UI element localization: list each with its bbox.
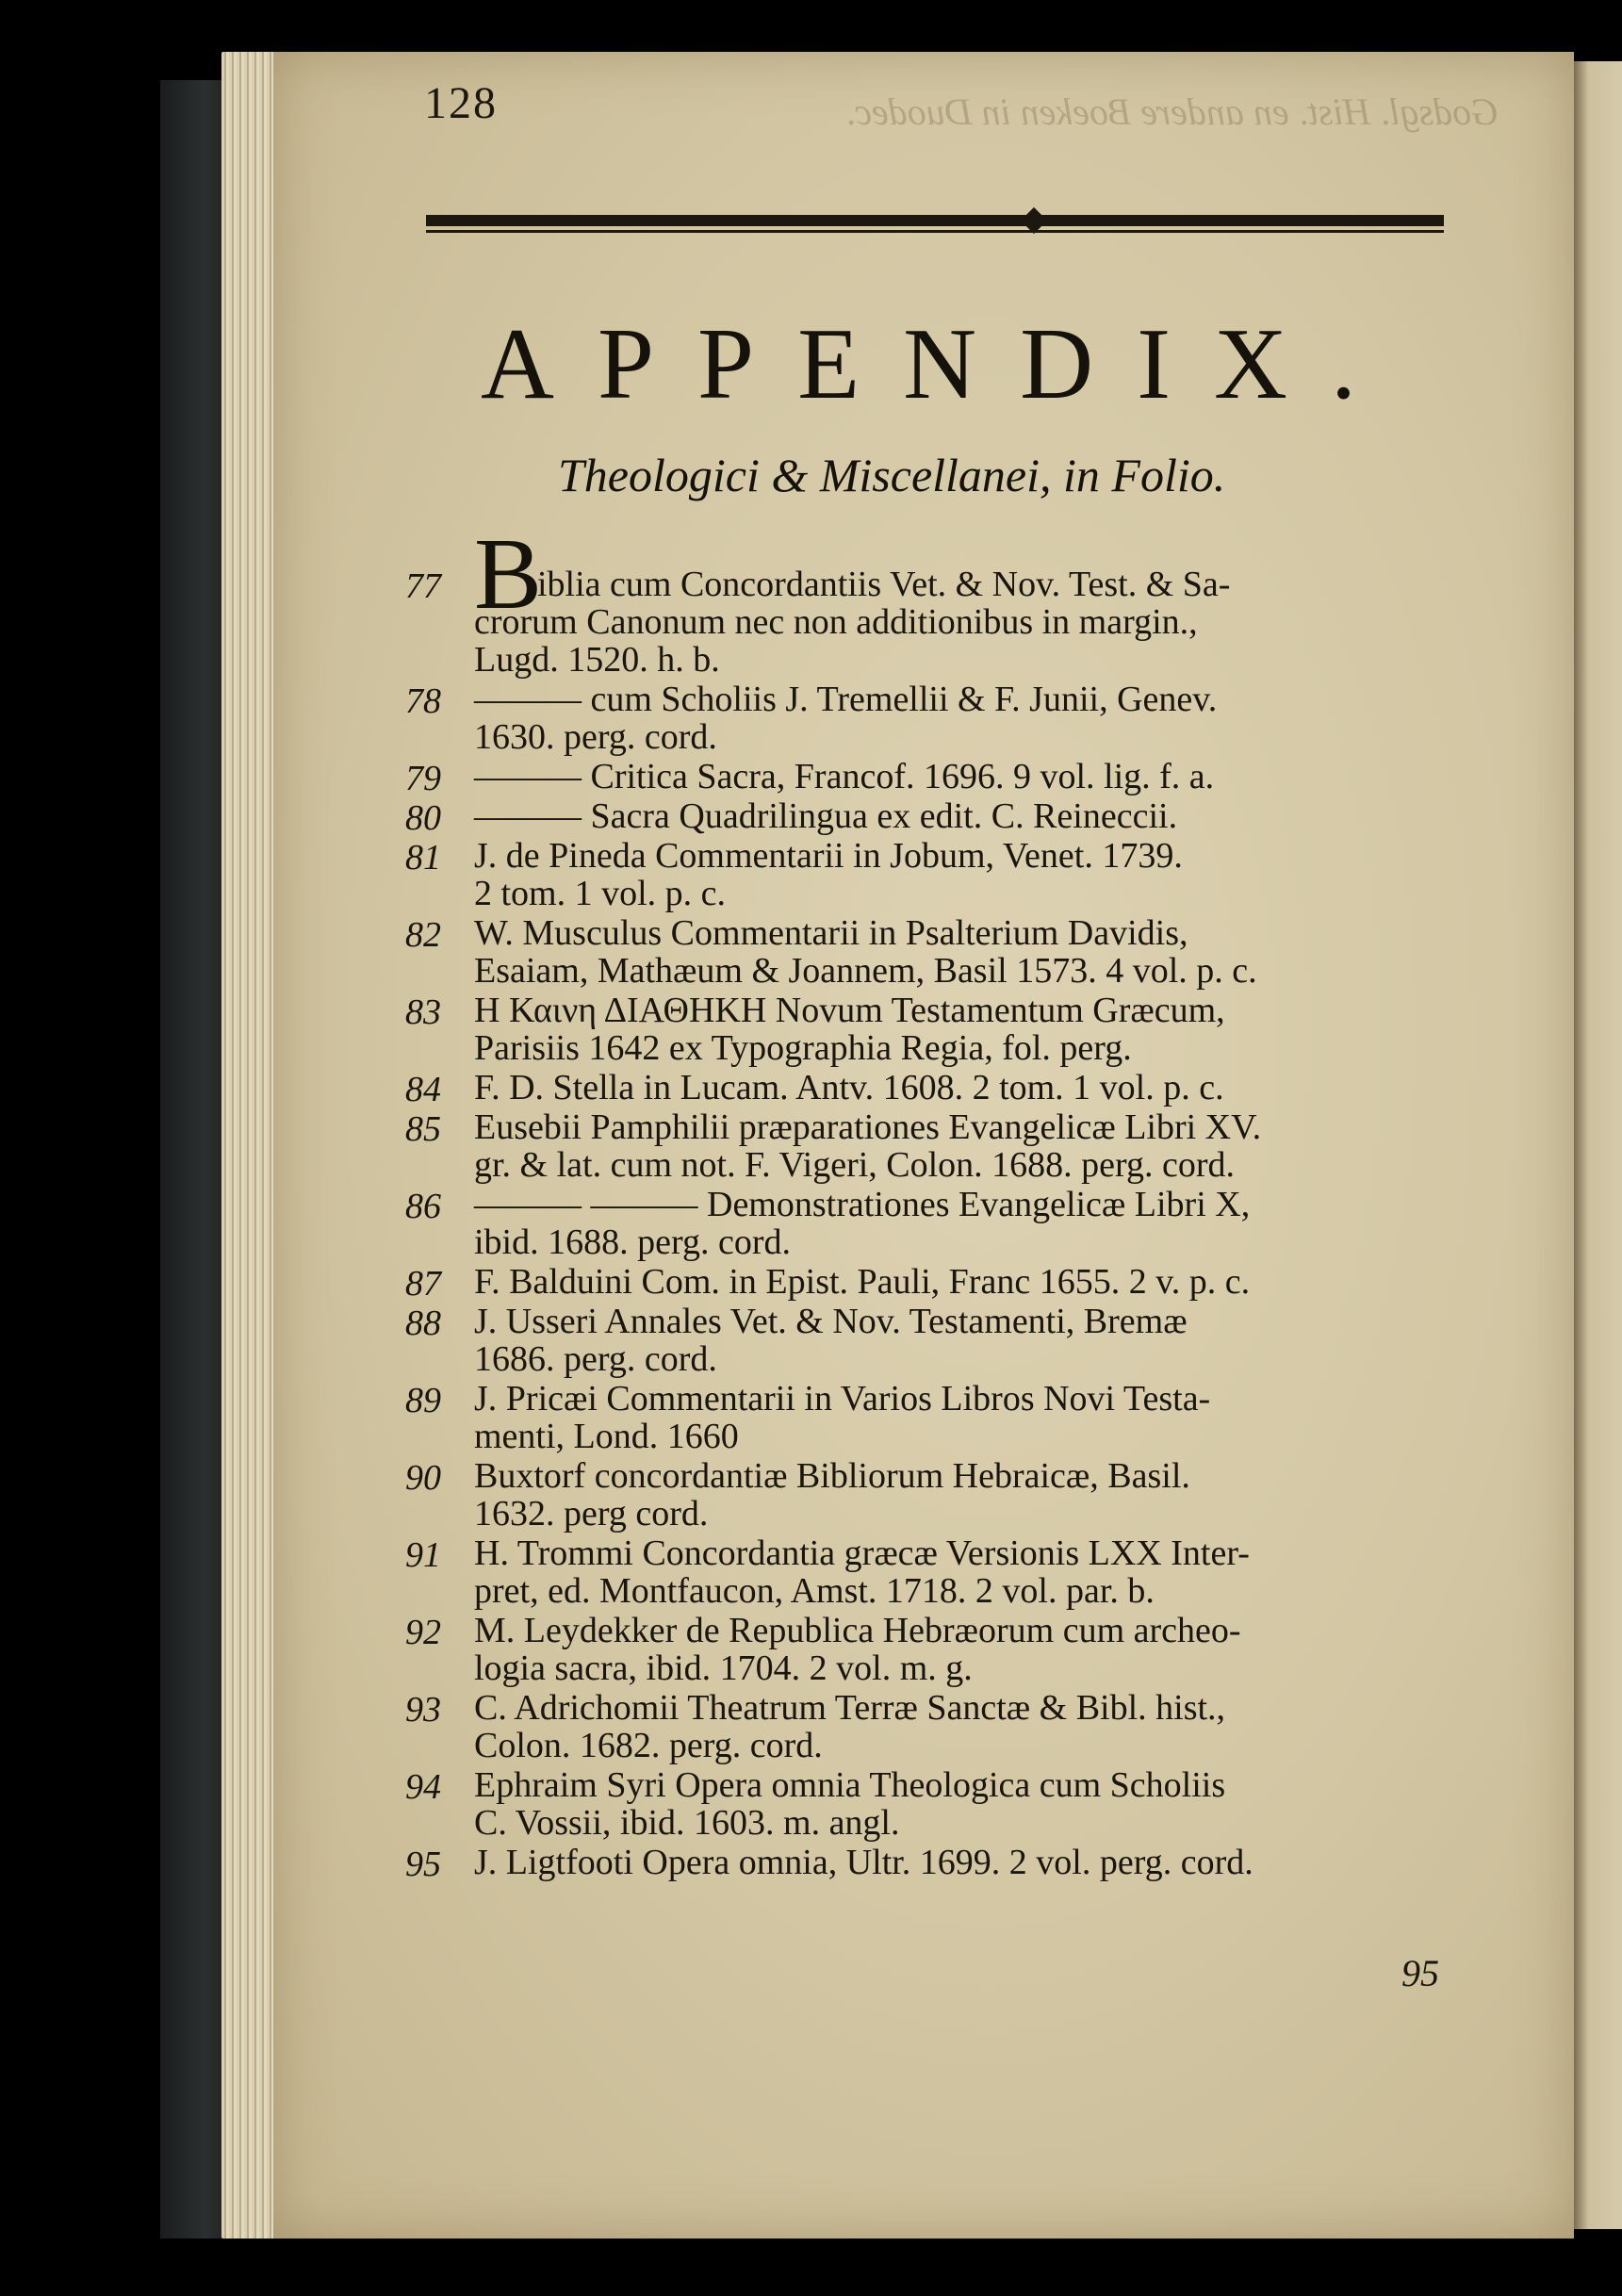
section-subheading: Theologici & Miscellanei, in Folio.	[558, 449, 1226, 501]
entry-number: 84	[405, 1070, 441, 1109]
rule-thick	[426, 215, 1444, 226]
entry-number: 87	[405, 1264, 441, 1304]
ornamental-rule	[426, 215, 1444, 236]
entry-line: ——— ——— Demonstrationes Evangelicæ Libri X,	[474, 1185, 1251, 1224]
entry-number: 92	[405, 1613, 441, 1652]
entry-line: crorum Canonum nec non additionibus in margin.,	[474, 602, 1198, 642]
entry-line: menti, Lond. 1660	[474, 1417, 739, 1456]
drop-cap: B	[474, 518, 543, 631]
entry-line: C. Vossii, ibid. 1603. m. angl.	[474, 1803, 900, 1843]
entry-line: ——— cum Scholiis J. Tremellii & F. Junii, Genev.	[474, 680, 1218, 719]
entry-number: 85	[405, 1109, 441, 1149]
catchword: 95	[1401, 1952, 1439, 1994]
page-edges	[221, 52, 278, 2239]
entry-number: 90	[405, 1458, 441, 1498]
entry-number: 82	[405, 915, 441, 955]
entry-number: 95	[405, 1845, 441, 1884]
bleed-through-text: Godsgl. Hist. en andere Boeken in Duodec.	[845, 90, 1499, 133]
entry-line: 2 tom. 1 vol. p. c.	[474, 874, 727, 913]
entry-number: 93	[405, 1690, 441, 1730]
facing-page-edge	[1574, 61, 1622, 2229]
entry-number: 83	[405, 992, 441, 1032]
entry-number: 91	[405, 1535, 441, 1575]
entry-line: Lugd. 1520. h. b.	[474, 640, 720, 680]
entry-line: J. de Pineda Commentarii in Jobum, Venet. 1739.	[474, 836, 1183, 876]
entry-number: 78	[405, 681, 441, 721]
entry-line: F. Balduini Com. in Epist. Pauli, Franc 1655. 2 v. p. c.	[474, 1262, 1251, 1302]
entry-line: Ephraim Syri Opera omnia Theologica cum Scholiis	[474, 1765, 1226, 1805]
entry-line: iblia cum Concordantiis Vet. & Nov. Test. & Sa-	[537, 565, 1231, 604]
entry-number: 94	[405, 1767, 441, 1807]
entry-line: J. Usseri Annales Vet. & Nov. Testamenti, Bremæ	[474, 1302, 1188, 1341]
page-number: 128	[424, 78, 498, 128]
entry-line: Eusebii Pamphilii præparationes Evangelicæ Libri XV.	[474, 1107, 1262, 1147]
entry-line: Parisiis 1642 ex Typographia Regia, fol. perg.	[474, 1028, 1132, 1068]
entry-line: ibid. 1688. perg. cord.	[474, 1222, 791, 1262]
entry-line: Buxtorf concordantiæ Bibliorum Hebraicæ, Basil.	[474, 1456, 1190, 1496]
entry-number: 86	[405, 1187, 441, 1226]
entry-line: J. Pricæi Commentarii in Varios Libros Novi Testa-	[474, 1379, 1211, 1419]
entry-line: pret, ed. Montfaucon, Amst. 1718. 2 vol. par. b.	[474, 1571, 1155, 1611]
entry-line: Esaiam, Mathæum & Joannem, Basil 1573. 4 vol. p. c.	[474, 951, 1257, 991]
entry-number: 79	[405, 759, 441, 798]
entry-line: Η Καινη ΔΙΑΘΗΚΗ Novum Testamentum Græcum,	[474, 991, 1225, 1030]
entry-line: M. Leydekker de Republica Hebræorum cum archeo-	[474, 1611, 1241, 1650]
entry-line: gr. & lat. cum not. F. Vigeri, Colon. 1688. perg. cord.	[474, 1145, 1236, 1185]
entry-number: 88	[405, 1304, 441, 1343]
entry-line: 1630. perg. cord.	[474, 717, 717, 757]
entry-line: J. Ligtfooti Opera omnia, Ultr. 1699. 2 vol. perg. cord.	[474, 1843, 1253, 1882]
entry-number: 77	[405, 566, 441, 606]
entry-number: 80	[405, 798, 441, 838]
entry-line: ——— Critica Sacra, Francof. 1696. 9 vol. lig. f. a.	[474, 757, 1215, 796]
entry-line: Colon. 1682. perg. cord.	[474, 1726, 823, 1765]
entry-line: 1632. perg cord.	[474, 1494, 709, 1533]
rule-thin	[426, 230, 1444, 233]
entry-line: W. Musculus Commentarii in Psalterium Davidis,	[474, 913, 1188, 953]
entry-line: ——— Sacra Quadrilingua ex edit. C. Reineccii.	[474, 796, 1178, 836]
entry-line: 1686. perg. cord.	[474, 1339, 717, 1379]
entry-line: F. D. Stella in Lucam. Antv. 1608. 2 tom. 1 vol. p. c.	[474, 1068, 1224, 1107]
entry-line: C. Adrichomii Theatrum Terræ Sanctæ & Bibl. hist.,	[474, 1688, 1226, 1728]
entry-line: logia sacra, ibid. 1704. 2 vol. m. g.	[474, 1648, 973, 1688]
entry-line: H. Trommi Concordantia græcæ Versionis LXX Inter-	[474, 1533, 1250, 1573]
section-heading: APPENDIX.	[481, 308, 1401, 420]
entry-number: 81	[405, 838, 441, 877]
entry-number: 89	[405, 1381, 441, 1420]
